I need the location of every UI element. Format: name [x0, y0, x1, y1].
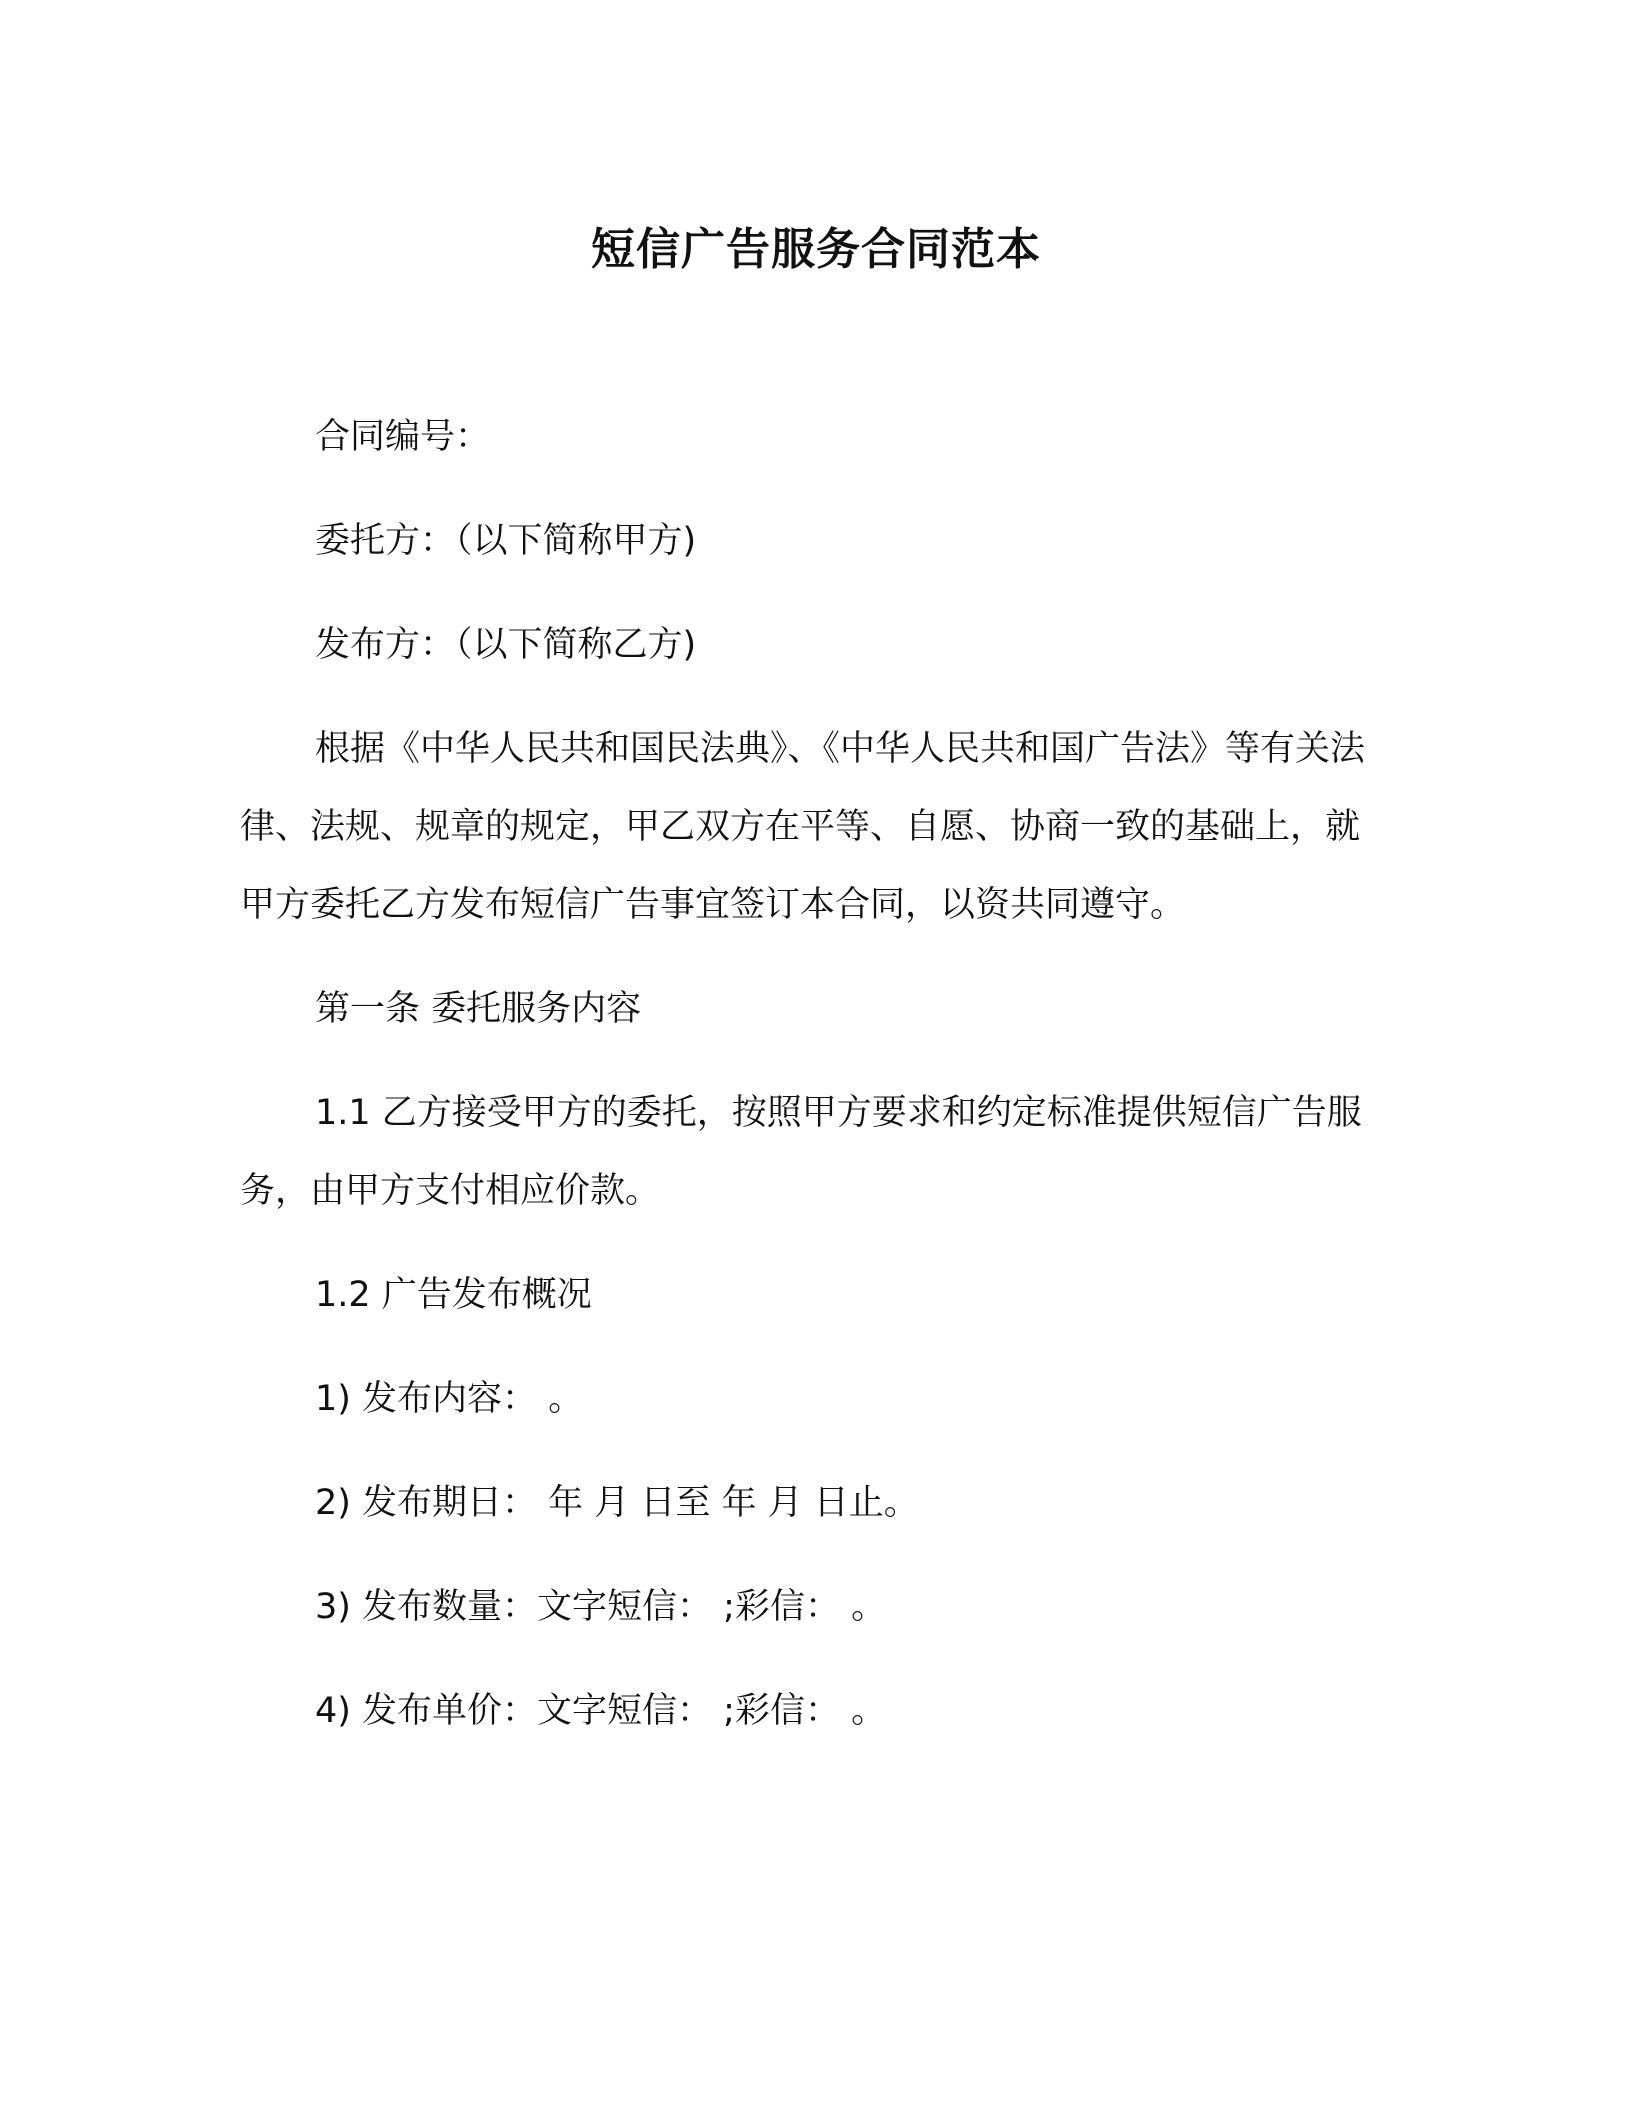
document-title: 短信广告服务合同范本: [591, 224, 1041, 275]
client-party-line: 委托方：（以下简称甲方): [315, 521, 697, 561]
item-publish-content: 1) 发布内容： 。: [315, 1379, 584, 1419]
article-1-heading: 第一条 委托服务内容: [315, 989, 642, 1029]
contract-number-line: 合同编号：: [315, 417, 491, 457]
publisher-party-line: 发布方：（以下简称乙方): [315, 625, 697, 665]
item-publish-unit-price: 4) 发布单价：文字短信： ;彩信： 。: [315, 1691, 887, 1731]
item-publish-quantity: 3) 发布数量：文字短信： ;彩信： 。: [315, 1587, 887, 1627]
item-publish-period: 2) 发布期日： 年 月 日至 年 月 日止。: [315, 1483, 919, 1523]
preamble-paragraph: 根据《中华人民共和国民法典》、《中华人民共和国广告法》等有关法律、法规、规章的规定，甲乙双方在平等、自愿、协商一致的基础上，就甲方委托乙方发布短信广告事宜签订本合同，以资共同遵守。: [240, 729, 1366, 925]
clause-1-1: 1.1 乙方接受甲方的委托，按照甲方要求和约定标准提供短信广告服务，由甲方支付相应价款。: [240, 1093, 1362, 1211]
clause-1-2-heading: 1.2 广告发布概况: [315, 1275, 592, 1315]
document-body: [240, 398, 1380, 1776]
